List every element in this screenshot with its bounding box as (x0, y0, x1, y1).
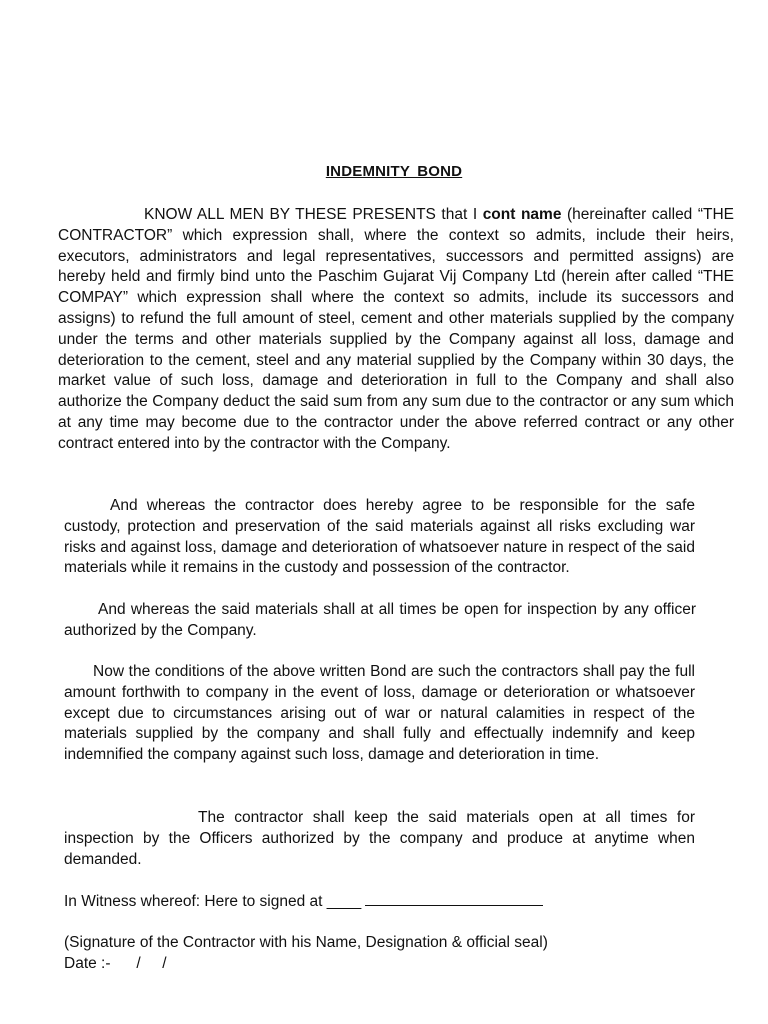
witness-text: In Witness whereof: Here to signed at ____ (64, 893, 362, 910)
paragraph-text: And whereas the said materials shall at all times be open for inspection by any officer authorized by the Company. (64, 601, 696, 639)
place-blank-field[interactable] (365, 891, 543, 906)
document-title: INDEMNITY BOND (325, 163, 463, 180)
paragraph-responsibility (64, 496, 695, 579)
contractor-name: cont name (482, 206, 562, 223)
paragraph-text: And whereas the contractor does hereby agree to be responsible for the safe custody, protection and preservation of the said materials against all risks excluding war risks and against loss, damage and deterioration of whatsoever nature in respect of the said materials while it remains in the custody and possession of the contractor. (64, 497, 695, 577)
paragraph-body: (hereinafter called “THE CONTRACTOR” which expression shall, where the context so admits, include their heirs, executors, administrators and legal representatives, successors and permitted assigns) are hereby held and firmly bind unto the Paschim Gujarat Vij Company Ltd (herein after called “THE COMPAY” which expression shall where the context so admits, include its successors and assigns) to refund the full amount of steel, cement and other materials supplied by the company under the terms and other materials supplied by the Company against all loss, damage and deterioration to the cement, steel and any material supplied by the Company within 30 days, the market value of such loss, damage and deterioration in full to the Company and shall also authorize the Company deduct the said sum from any sum due to the contractor or any sum which at any time may become due to the contractor under the above referred contract or any other contract entered into by the contractor with the Company. (58, 206, 735, 452)
witness-line (64, 891, 543, 913)
paragraph-conditions (64, 662, 695, 766)
paragraph-text: The contractor shall keep the said materials open at all times for inspection by the Officers authorized by the company and produce at anytime when demanded. (64, 809, 695, 868)
paragraph-know-all-men (58, 205, 734, 455)
paragraph-text: Now the conditions of the above written Bond are such the contractors shall pay the full amount forthwith to company in the event of loss, damage or deterioration or whatsoever except due to circumstances arising out of war or natural calamities in respect of the materials supplied by the company and shall fully and effectually indemnify and keep indemnified the company against such loss, damage and deterioration in time. (64, 663, 695, 764)
paragraph-open-materials (64, 808, 695, 870)
paragraph-lead: KNOW ALL MEN BY THESE PRESENTS that I (144, 206, 483, 223)
date-line: Date :- / / (64, 955, 167, 972)
paragraph-inspection (64, 600, 696, 642)
signature-line: (Signature of the Contractor with his Name, Designation & official seal) (64, 934, 548, 951)
